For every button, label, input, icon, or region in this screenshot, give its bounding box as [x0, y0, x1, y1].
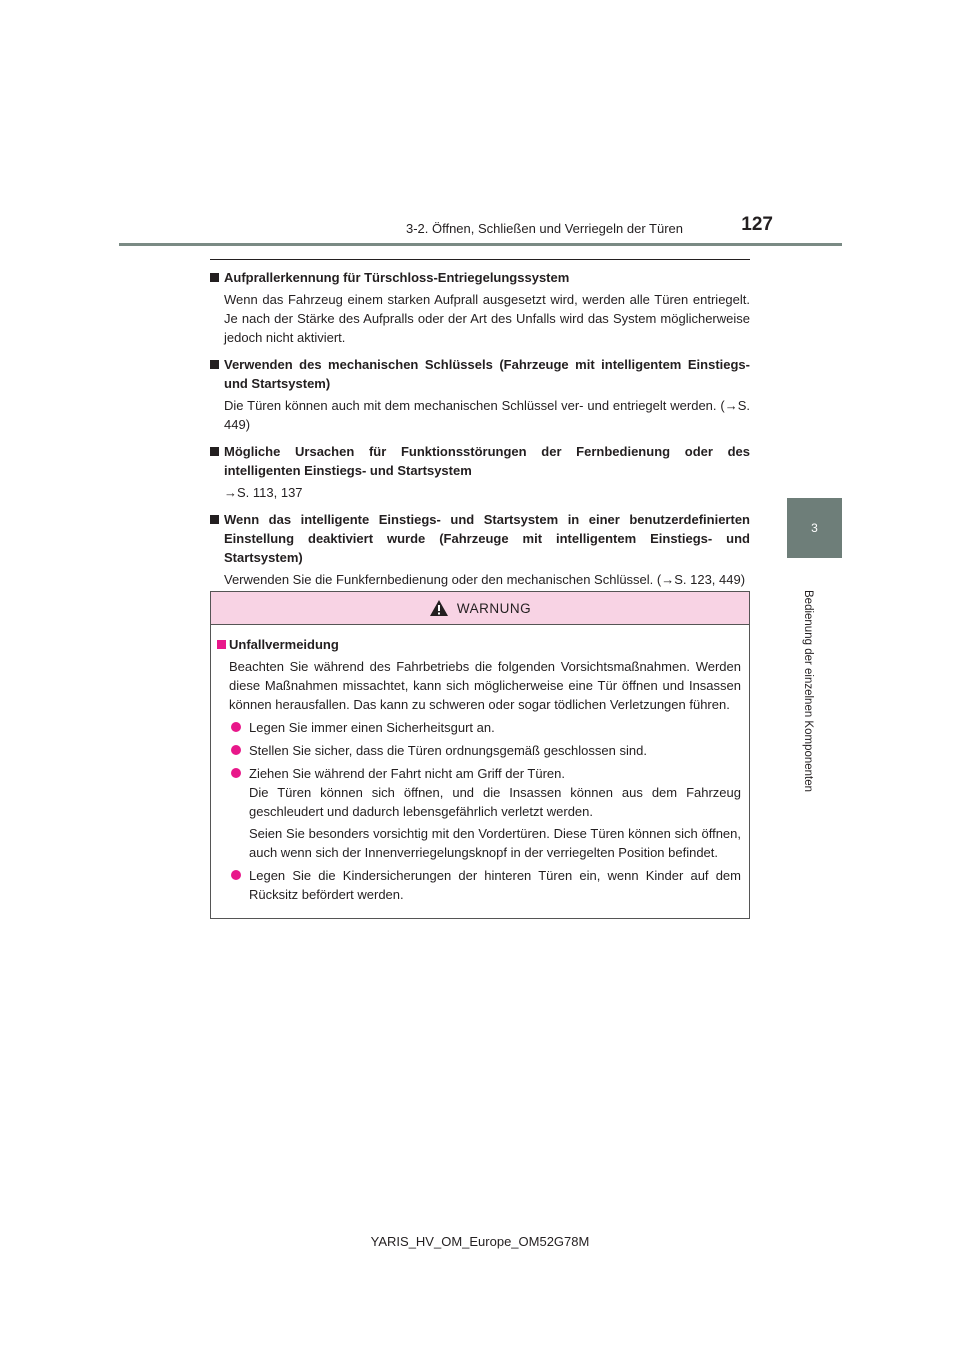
- section-title-text: Aufprallerkennung für Türschloss-Entriegelungssystem: [224, 270, 570, 285]
- warning-box: [210, 591, 750, 919]
- circle-bullet-icon: [231, 745, 241, 755]
- section-title: [210, 442, 750, 480]
- section-title: [210, 510, 750, 567]
- square-bullet-icon: [210, 360, 219, 369]
- main-content: [210, 259, 750, 597]
- warning-intro: Beachten Sie während des Fahrbetriebs die folgenden Vorsichtsmaßnahmen. Werden diese Maßnahmen missachtet, kann sich möglicherweise eine Tür öffnen und Insassen können herausfallen. Das kann zu schweren oder sogar tödlichen Verletzungen führen.: [229, 659, 741, 712]
- header-rule: [119, 243, 842, 246]
- warning-bullet: [217, 741, 741, 760]
- section-title-text: Verwenden des mechanischen Schlüssels (Fahrzeuge mit intelligentem Einstiegs- und Startsystem): [224, 357, 750, 391]
- header-title: 3-2. Öffnen, Schließen und Verriegeln der Türen: [405, 221, 683, 236]
- circle-bullet-icon: [231, 870, 241, 880]
- warning-header: [211, 592, 749, 625]
- section-title: [210, 355, 750, 393]
- square-bullet-icon: [217, 640, 226, 649]
- warning-subtitle-text: Unfallvermeidung: [229, 637, 339, 652]
- section-title-text: Mögliche Ursachen für Funktionsstörungen der Fernbedienung oder des intelligenten Einstiegs- und Startsystem: [224, 444, 750, 478]
- warning-bullet: [217, 764, 741, 862]
- section-title-text: Wenn das intelligente Einstiegs- und Startsystem in einer benutzerdefinierten Einstellung deaktiviert wurde (Fahrzeuge mit intelligentem Einstiegs- und Startsystem): [224, 512, 750, 565]
- chapter-tab: [787, 498, 842, 558]
- section-crash-detection: [210, 268, 750, 347]
- bullet-text: Legen Sie immer einen Sicherheitsgurt an.: [249, 720, 495, 735]
- section-body: Verwenden Sie die Funkfernbedienung oder den mechanischen Schlüssel. (→S. 123, 449): [224, 572, 746, 587]
- bullet-extra: Seien Sie besonders vorsichtig mit den Vordertüren. Diese Türen können sich öffnen, auch wenn sich der Innenverriegelungsknopf in der verriegelten Position befindet.: [249, 826, 741, 860]
- circle-bullet-icon: [231, 768, 241, 778]
- chapter-number: 3: [811, 521, 818, 535]
- section-title: [210, 268, 750, 287]
- warning-bullet: [217, 718, 741, 737]
- bullet-text: Legen Sie die Kindersicherungen der hinteren Türen ein, wenn Kinder auf dem Rücksitz befördert werden.: [249, 868, 741, 902]
- square-bullet-icon: [210, 515, 219, 524]
- section-body: Die Türen können auch mit dem mechanischen Schlüssel ver- und entriegelt werden. (→S. 449): [224, 398, 750, 432]
- warning-title: WARNUNG: [456, 600, 532, 616]
- section-mechanical-key: [210, 355, 750, 434]
- square-bullet-icon: [210, 273, 219, 282]
- bullet-text: Ziehen Sie während der Fahrt nicht am Griff der Türen.: [249, 766, 566, 781]
- square-bullet-icon: [210, 447, 219, 456]
- section-system-deactivated: [210, 510, 750, 589]
- warning-body: [211, 625, 749, 918]
- section-body: →S. 113, 137: [224, 485, 303, 500]
- section-body: Wenn das Fahrzeug einem starken Aufprall ausgesetzt wird, werden alle Türen entriegelt. Je nach der Stärke des Aufpralls oder der Art des Unfalls wird das System möglicherweise jedoch nicht aktiviert.: [224, 292, 750, 345]
- warning-bullet: [217, 866, 741, 904]
- warning-triangle-icon: [429, 599, 449, 617]
- bullet-detail: Die Türen können sich öffnen, und die Insassen können aus dem Fahrzeug geschleudert und dadurch lebensgefährlich verletzt werden.: [249, 785, 741, 819]
- page-number: 127: [741, 214, 773, 235]
- bullet-text: Stellen Sie sicher, dass die Türen ordnungsgemäß geschlossen sind.: [249, 743, 647, 758]
- section-malfunction-causes: [210, 442, 750, 502]
- footer-doc-id: YARIS_HV_OM_Europe_OM52G78M: [370, 1234, 590, 1249]
- warning-subtitle: [217, 635, 741, 654]
- circle-bullet-icon: [231, 722, 241, 732]
- chapter-label: Bedienung der einzelnen Komponenten: [802, 590, 814, 793]
